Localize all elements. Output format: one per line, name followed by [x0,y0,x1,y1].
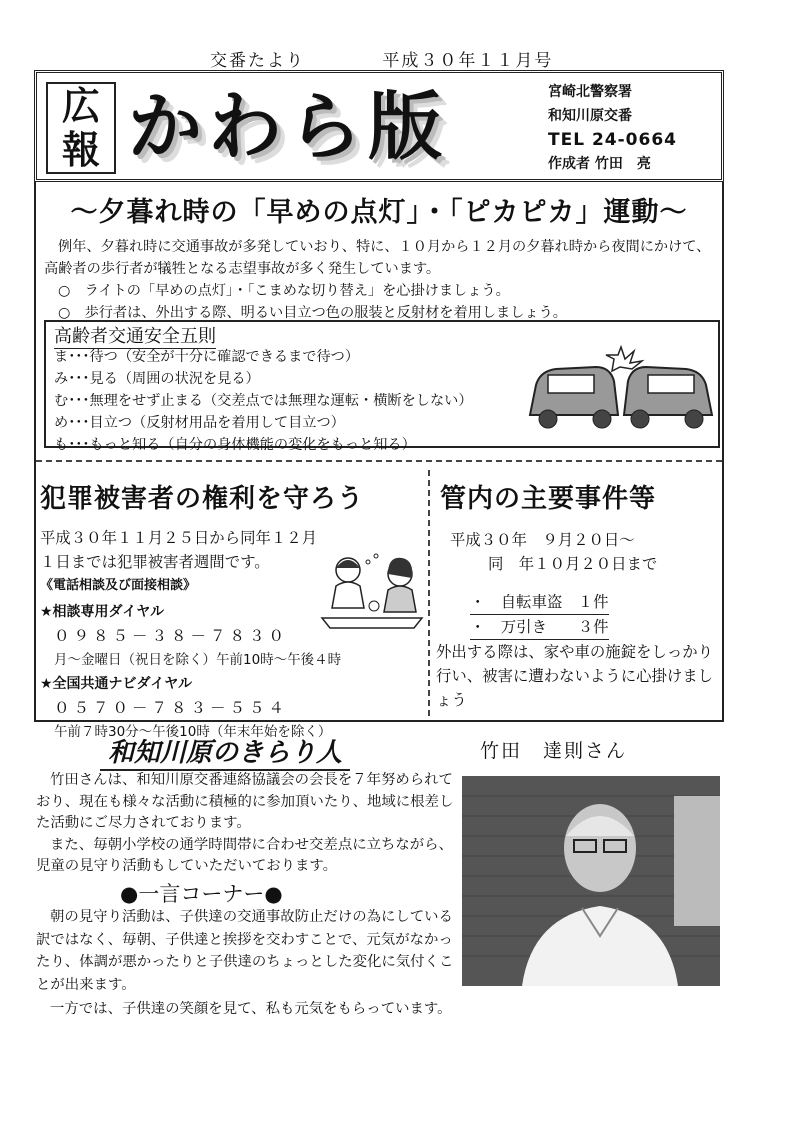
incidents-period-start: 平成３０年 ９月２０日～ [450,531,635,549]
car-collision-illustration [526,345,716,435]
publisher-info [548,80,718,176]
dial1-label: ★相談専用ダイヤル [40,604,165,620]
incidents-note: 外出する際は、家や車の施錠をしっかり行い、被害に遭わないように心掛けましょう [436,643,714,709]
issue-date: 平成３０年１１月号 [382,51,554,71]
author-label: 作成者 [548,156,590,172]
dial2-label: ★全国共通ナビダイヤル [40,676,193,692]
intro-section [44,236,714,324]
hitokoto-text [36,906,458,996]
station-name: 宮崎北警察署 [548,84,632,100]
kouhou-mark: 広報 [46,82,116,174]
incidents-title: 管内の主要事件等 [440,484,657,514]
hitokoto-paragraph: 朝の見守り活動は、子供達の交通事故防止だけの為にしている訳ではなく、毎朝、子供達と挨拶を交わすことで、元気がなかったり、体調が悪かったりと子供達のちょっとした変化に気付くことが出来ます。 [36,909,454,993]
kirari-title: 和知川原のきらり人 [100,732,350,771]
rules-title: 高齢者交通安全五則 [54,322,216,349]
kirari-profile [36,770,456,878]
crime-period: 平成３０年１１月２５日から同年１２月１日までは犯罪被害者週間です。 [40,529,318,571]
dial2-hours: 午前７時30分～午後10時（年末年始を除く） [54,724,332,740]
rule-item: も･･･もっと知る（自分の身体機能の変化をもっと知る） [54,437,416,453]
koban-name: 和知川原交番 [548,108,632,124]
tel-label: TEL [548,130,586,150]
rule-item: み･･･見る（周囲の状況を見る） [54,371,260,387]
hitokoto-corner-heading: ●一言コーナー● [120,882,283,906]
section-divider [36,460,722,462]
column-divider [428,470,430,716]
rules-list [54,346,473,456]
kirari-person-name: 竹田 達則さん [480,740,628,762]
incidents-period-end: 同 年１０月２０日まで [488,555,658,573]
dial1-number: ０９８５－３８－７８３０ [54,627,289,645]
incident-list [436,590,722,640]
headline: ～夕暮れ時の「早めの点灯」・「ピカピカ」運動～ [70,197,688,228]
dial2-number: ０５７０－７８３－５５４ [54,699,289,717]
author-name: 竹田 亮 [594,156,651,172]
portrait-photo [462,776,720,986]
crime-victims-title: 犯罪被害者の権利を守ろう [40,484,365,514]
issue-line [210,46,553,71]
intro-bullet-2: ○ 歩行者は、外出する際、明るい目立つ色の服装と反射材を着用しましょう。 [58,305,567,321]
rule-item: め･･･目立つ（反射材用品を着用して目立つ） [54,415,345,431]
hitokoto-closing: 一方では、子供達の笑顔を見て、私も元気をもらっています。 [50,1001,452,1017]
intro-bullet-1: ○ ライトの「早めの点灯」・「こまめな切り替え」を心掛けましょう。 [58,283,510,299]
kirari-paragraph: 竹田さんは、和知川原交番連絡協議会の会長を７年努められており、現在も様々な活動に積極的に参加頂いたり、地域に根差した活動にご尽力されております。 [36,772,454,831]
incident-item: ・ 万引き ３件 [470,615,609,640]
intro-paragraph: 例年、夕暮れ時に交通事故が多発していおり、特に、１０月から１２月の夕暮れ時から夜間にかけて、高齢者の歩行者が犠牲となる志望事故が多く発生しています。 [44,239,711,277]
masthead-title: かわら版 [128,84,448,170]
telephone [548,128,718,152]
consultation-illustration [318,548,426,644]
incidents-section [436,528,722,712]
tel-number: 24-0664 [591,130,677,150]
issue-label: 交番たより [210,51,305,71]
rule-item: む･･･無理をせず止まる（交差点では無理な運転・横断をしない） [54,393,473,409]
consult-heading: 《電話相談及び面接相談》 [40,578,197,593]
rule-item: ま･･･待つ（安全が十分に確認できるまで待つ） [54,349,360,365]
incident-item: ・ 自転車盗 １件 [470,590,609,615]
kirari-paragraph: また、毎朝小学校の通学時間帯に合わせ交差点に立ちながら、児童の見守り活動もしていただいております。 [36,836,453,874]
dial1-hours: 月～金曜日（祝日を除く）午前10時～午後４時 [54,652,342,668]
author-line [548,152,718,176]
